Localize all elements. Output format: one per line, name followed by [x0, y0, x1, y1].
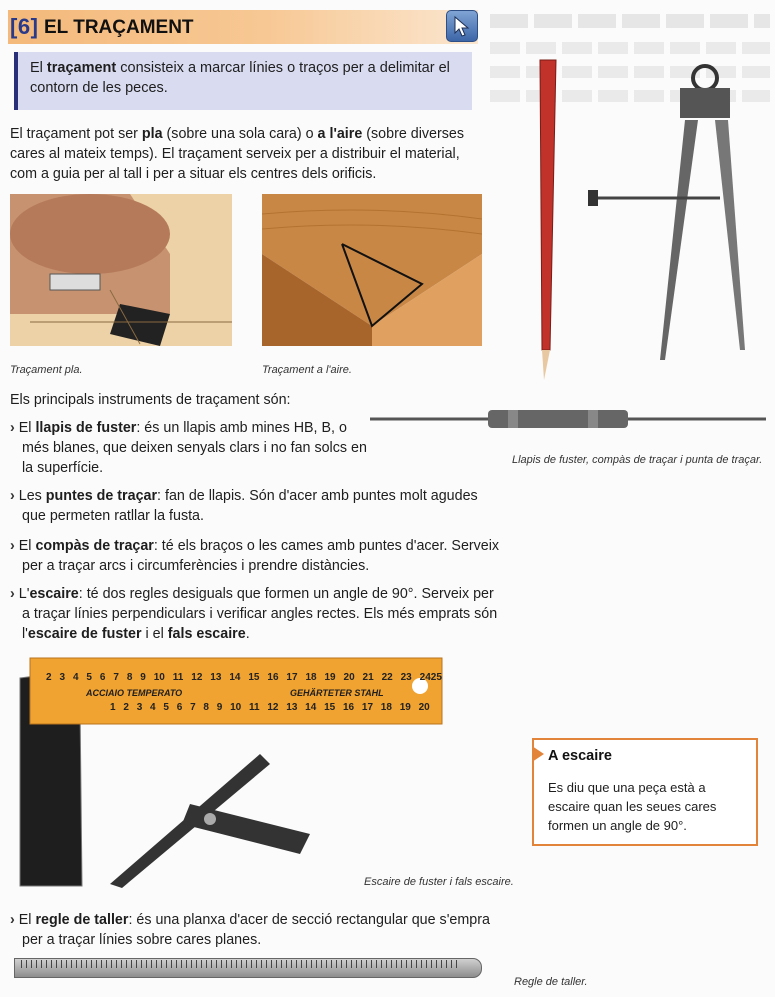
caption-air: Traçament a l'aire. [262, 364, 352, 376]
cursor-icon[interactable] [446, 10, 478, 42]
photo-scriber [368, 404, 768, 434]
ruler-bottom-numbers: 1 2 3 4 5 6 7 8 9 10 11 12 13 14 15 16 17 18 19 20 [110, 702, 430, 713]
photo-air-tracing [262, 194, 482, 346]
instruments-intro: Els principals instruments de traçament són: [10, 392, 291, 408]
definition-text: El traçament consisteix a marcar línies o traços per a delimitar el contorn de les peces. [30, 60, 450, 96]
caption-tools: Llapis de fuster, compàs de traçar i punta de traçar. [512, 454, 763, 466]
section-title: EL TRAÇAMENT [44, 17, 194, 38]
bullet-pencil: › El llapis de fuster: és un llapis amb mines HB, B, o més blanes, que deixen senyals clars i no fan solcs en la superfície. [10, 420, 367, 476]
caption-rule: Regle de taller. [514, 976, 588, 988]
ruler-label-right: GEHÄRTETER STAHL [290, 688, 384, 698]
caption-squares: Escaire de fuster i fals escaire. [364, 876, 514, 888]
ruler-top-numbers: 2 3 4 5 6 7 8 9 10 11 12 13 14 15 16 17 18 19 20 21 22 23 2425 [46, 672, 442, 683]
side-note-title: A escaire [548, 748, 612, 764]
photo-flat-tracing [10, 194, 232, 346]
bullet-compass: › El compàs de traçar: té els braços o les cames amb puntes d'acer. Serveix per a traçar arcs i circumferències i prendre distàncies. [10, 538, 500, 574]
intro-paragraph: El traçament pot ser pla (sobre una sola cara) o a l'aire (sobre diverses cares al mateix temps). El traçament serveix per a distribuir el material, com a guia per al tall i per a situar els centres dels orificis. [10, 126, 464, 182]
ruler-label-left: ACCIAIO TEMPERATO [86, 688, 183, 698]
triangle-arrow-icon [530, 744, 544, 764]
photo-pencil-compass [520, 50, 770, 390]
photo-steel-rule [14, 958, 482, 978]
bullet-square: › L'escaire: té dos regles desiguals que formen un angle de 90°. Serveix per a traçar línies perpendiculars i verificar angles rectes. Els més emprats són l'escaire de fuster i el fals escaire. [10, 586, 498, 642]
section-number: [6] [10, 14, 39, 39]
side-note-text: Es diu que una peça està a escaire quan les seues cares formen un angle de 90°. [548, 780, 717, 833]
definition-bar [14, 52, 18, 110]
caption-flat: Traçament pla. [10, 364, 83, 376]
bullet-scriber: › Les puntes de traçar: fan de llapis. Són d'acer amb puntes molt agudes que permeten ratllar la fusta. [10, 488, 478, 524]
bullet-rule: › El regle de taller: és una planxa d'acer de secció rectangular que s'empra per a traçar línies sobre cares planes. [10, 912, 490, 948]
